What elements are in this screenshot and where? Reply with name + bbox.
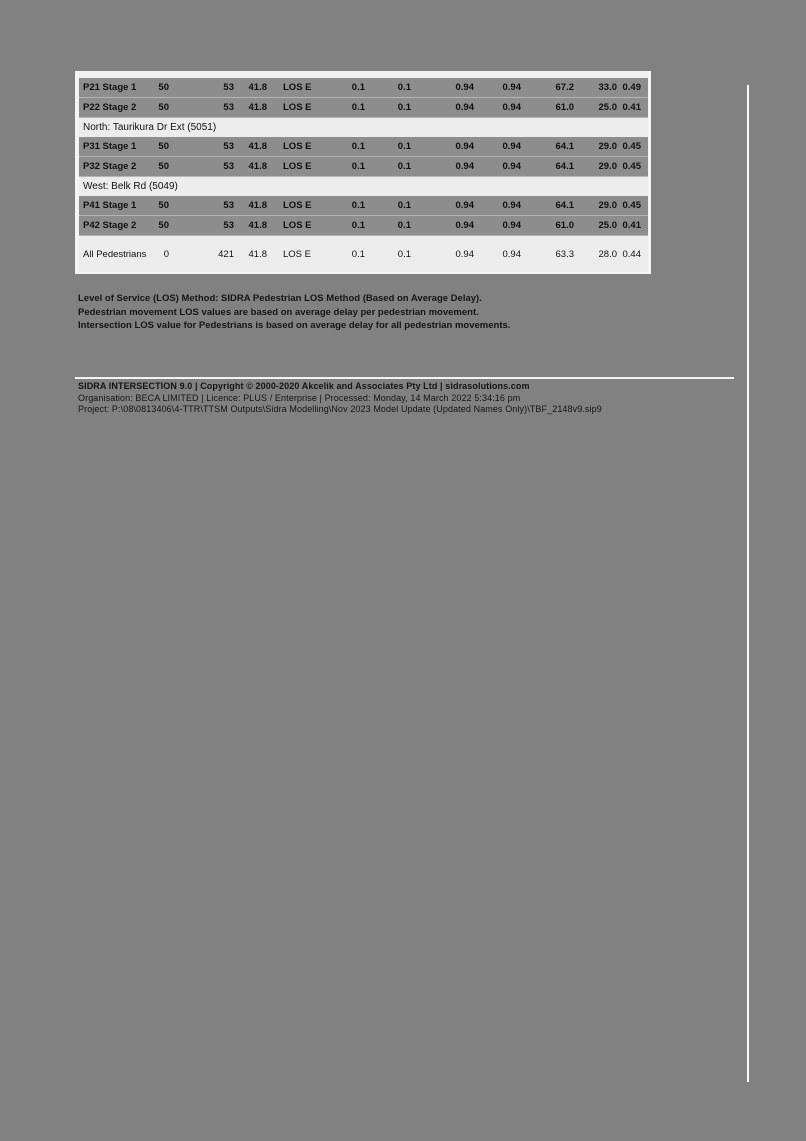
section-label: West: Belk Rd (5049): [83, 181, 178, 192]
value-cell: 41.8: [248, 220, 267, 231]
table-row: [79, 98, 648, 118]
value-cell: 0.94: [455, 141, 474, 152]
total-row: [79, 236, 648, 272]
value-cell: 0.1: [397, 82, 411, 93]
value-cell: 64.1: [555, 161, 574, 172]
value-cell: 0.1: [351, 220, 365, 231]
value-cell: 41.8: [248, 141, 267, 152]
movement-label: P32 Stage 2: [83, 161, 137, 172]
value-cell: 53: [223, 141, 234, 152]
value-cell: 0.94: [455, 200, 474, 211]
value-cell: 0.1: [397, 141, 411, 152]
value-cell: 0.94: [502, 248, 521, 260]
los-cell: LOS E: [283, 220, 312, 231]
value-cell: 50: [158, 161, 169, 172]
value-cell: 50: [158, 141, 169, 152]
los-cell: LOS E: [283, 200, 312, 211]
value-cell: 63.3: [555, 248, 574, 260]
table-row: [79, 216, 648, 236]
value-cell: 0: [163, 248, 169, 260]
value-cell: 50: [158, 82, 169, 93]
value-cell: 41.8: [248, 102, 267, 113]
los-cell: LOS E: [283, 102, 312, 113]
value-cell: 0.41: [622, 220, 641, 231]
value-cell: 64.1: [555, 200, 574, 211]
footer-divider: [75, 377, 734, 379]
value-cell: 0.1: [397, 102, 411, 113]
los-cell: LOS E: [283, 141, 312, 152]
value-cell: 0.94: [455, 248, 474, 260]
value-cell: 0.1: [351, 82, 365, 93]
value-cell: 0.45: [622, 161, 641, 172]
value-cell: 53: [223, 200, 234, 211]
value-cell: 53: [223, 161, 234, 172]
movement-label: P31 Stage 1: [83, 141, 137, 152]
report-footer: [78, 381, 738, 416]
value-cell: 0.94: [502, 82, 521, 93]
value-cell: 61.0: [555, 220, 574, 231]
table-row: [79, 78, 648, 98]
value-cell: 0.94: [502, 102, 521, 113]
footer-organisation-line: Organisation: BECA LIMITED | Licence: PLUS / Enterprise | Processed: Monday, 14 March 2022 5:34:16 pm: [78, 392, 521, 403]
table-top-strip: [79, 71, 648, 78]
table-row: [79, 196, 648, 216]
movement-label: P42 Stage 2: [83, 220, 137, 231]
value-cell: 29.0: [598, 200, 617, 211]
movement-label: P21 Stage 1: [83, 82, 137, 93]
movement-label: All Pedestrians: [83, 248, 147, 260]
los-cell: LOS E: [283, 82, 312, 93]
value-cell: 67.2: [555, 82, 574, 93]
value-cell: 0.1: [351, 248, 365, 260]
value-cell: 0.94: [502, 200, 521, 211]
value-cell: 64.1: [555, 141, 574, 152]
value-cell: 0.1: [351, 102, 365, 113]
table-row: [79, 157, 648, 177]
value-cell: 0.41: [622, 102, 641, 113]
note-line: Intersection LOS value for Pedestrians is based on average delay for all pedestrian movements.: [78, 320, 511, 331]
value-cell: 0.1: [351, 141, 365, 152]
section-header-row: [79, 177, 648, 196]
value-cell: 0.94: [455, 102, 474, 113]
section-header-row: [79, 118, 648, 137]
movement-label: P41 Stage 1: [83, 200, 137, 211]
value-cell: 0.94: [502, 220, 521, 231]
value-cell: 0.1: [397, 220, 411, 231]
value-cell: 53: [223, 102, 234, 113]
value-cell: 0.45: [622, 200, 641, 211]
movement-label: P22 Stage 2: [83, 102, 137, 113]
value-cell: 41.8: [248, 161, 267, 172]
footer-copyright-line: SIDRA INTERSECTION 9.0 | Copyright © 2000-2020 Akcelik and Associates Pty Ltd | sidrasolutions.com: [78, 381, 530, 391]
value-cell: 25.0: [598, 220, 617, 231]
value-cell: 29.0: [598, 141, 617, 152]
value-cell: 41.8: [248, 82, 267, 93]
value-cell: 0.1: [351, 200, 365, 211]
value-cell: 0.1: [397, 200, 411, 211]
value-cell: 61.0: [555, 102, 574, 113]
value-cell: 41.8: [248, 248, 267, 260]
los-cell: LOS E: [283, 161, 312, 172]
value-cell: 29.0: [598, 161, 617, 172]
value-cell: 25.0: [598, 102, 617, 113]
value-cell: 0.94: [502, 161, 521, 172]
value-cell: 0.94: [455, 220, 474, 231]
footer-project-line: Project: P:\08\0813406\4-TTR\TTSM Outputs\Sidra Modelling\Nov 2023 Model Update (Updated Names Only)\TBF_2148v9.sip9: [78, 404, 602, 414]
los-method-notes: [78, 292, 638, 333]
value-cell: 41.8: [248, 200, 267, 211]
value-cell: 0.94: [502, 141, 521, 152]
table-row: [79, 137, 648, 157]
value-cell: 421: [218, 248, 234, 260]
value-cell: 33.0: [598, 82, 617, 93]
pedestrian-movement-table: [75, 71, 651, 274]
value-cell: 0.94: [455, 161, 474, 172]
value-cell: 50: [158, 220, 169, 231]
value-cell: 0.1: [351, 161, 365, 172]
value-cell: 50: [158, 102, 169, 113]
value-cell: 0.49: [622, 82, 641, 93]
value-cell: 53: [223, 220, 234, 231]
section-label: North: Taurikura Dr Ext (5051): [83, 122, 217, 133]
value-cell: 28.0: [598, 248, 617, 260]
los-cell: LOS E: [283, 248, 311, 260]
value-cell: 0.1: [397, 161, 411, 172]
note-line: Level of Service (LOS) Method: SIDRA Pedestrian LOS Method (Based on Average Delay).: [78, 293, 482, 304]
value-cell: 0.94: [455, 82, 474, 93]
value-cell: 53: [223, 82, 234, 93]
value-cell: 0.45: [622, 141, 641, 152]
value-cell: 50: [158, 200, 169, 211]
value-cell: 0.1: [397, 248, 411, 260]
page-edge-line: [747, 85, 749, 1082]
note-line: Pedestrian movement LOS values are based on average delay per pedestrian movement.: [78, 306, 479, 318]
value-cell: 0.44: [622, 248, 641, 260]
